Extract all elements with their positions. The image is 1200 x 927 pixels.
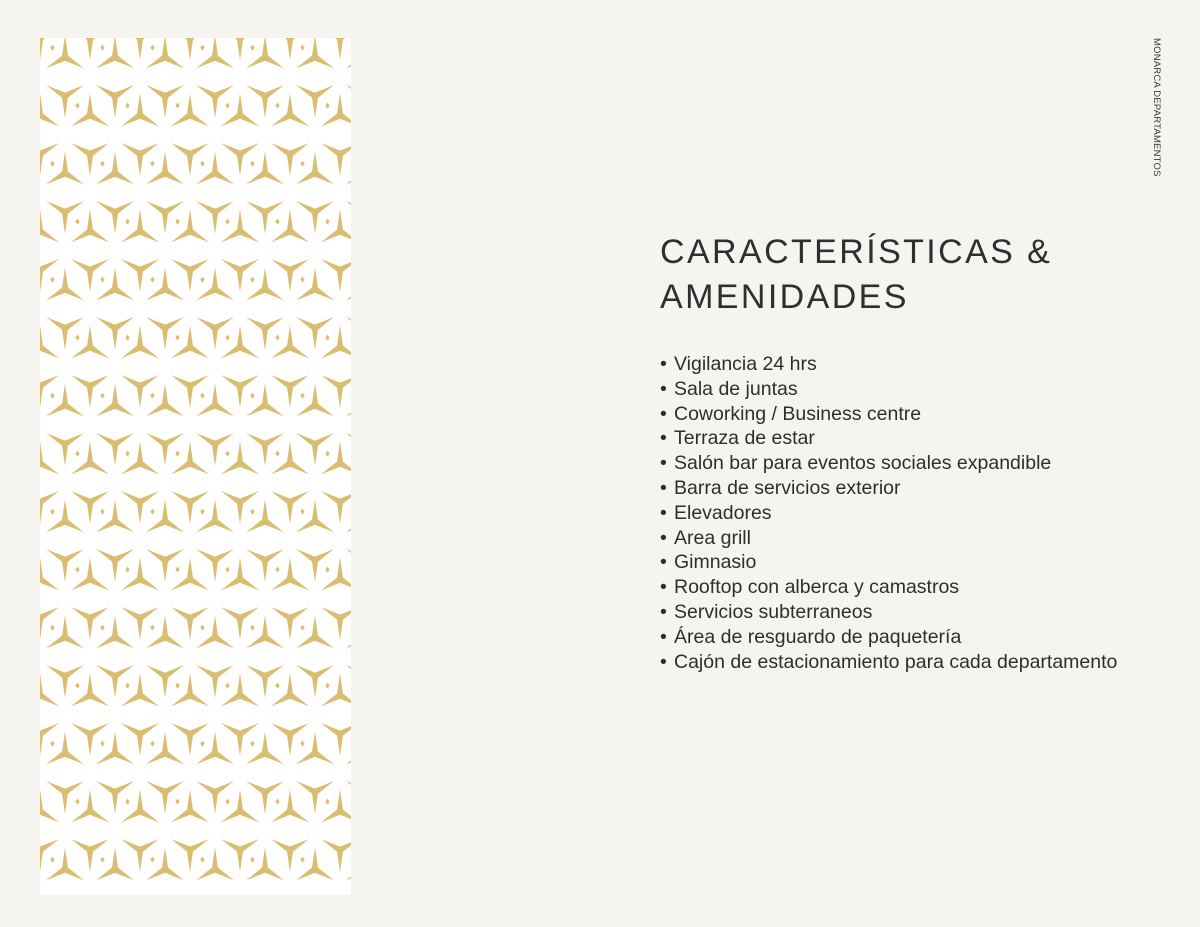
amenity-item: • Rooftop con alberca y camastros: [660, 575, 1140, 600]
decorative-pattern-panel: [40, 38, 351, 895]
amenity-item: • Area grill: [660, 526, 1140, 551]
amenity-item: • Servicios subterraneos: [660, 600, 1140, 625]
brand-vertical-label: MONARCA DEPARTAMENTOS: [1151, 38, 1162, 177]
amenity-item: • Cajón de estacionamiento para cada departamento: [660, 650, 1140, 675]
amenity-item: • Gimnasio: [660, 550, 1140, 575]
amenity-item: • Salón bar para eventos sociales expandible: [660, 451, 1140, 476]
section-title-line-2: AMENIDADES: [660, 278, 909, 316]
amenity-item: • Sala de juntas: [660, 377, 1140, 402]
amenity-item: • Barra de servicios exterior: [660, 476, 1140, 501]
amenity-item: • Terraza de estar: [660, 426, 1140, 451]
amenity-item: • Coworking / Business centre: [660, 402, 1140, 427]
section-title-line-1: CARACTERÍSTICAS &: [660, 233, 1053, 271]
section-title: [660, 230, 1140, 320]
amenities-section: [660, 230, 1140, 674]
geometric-star-pattern-icon: [40, 38, 351, 895]
amenity-item: • Vigilancia 24 hrs: [660, 352, 1140, 377]
amenity-item: • Área de resguardo de paquetería: [660, 625, 1140, 650]
amenity-item: • Elevadores: [660, 501, 1140, 526]
amenities-list: [660, 352, 1140, 674]
